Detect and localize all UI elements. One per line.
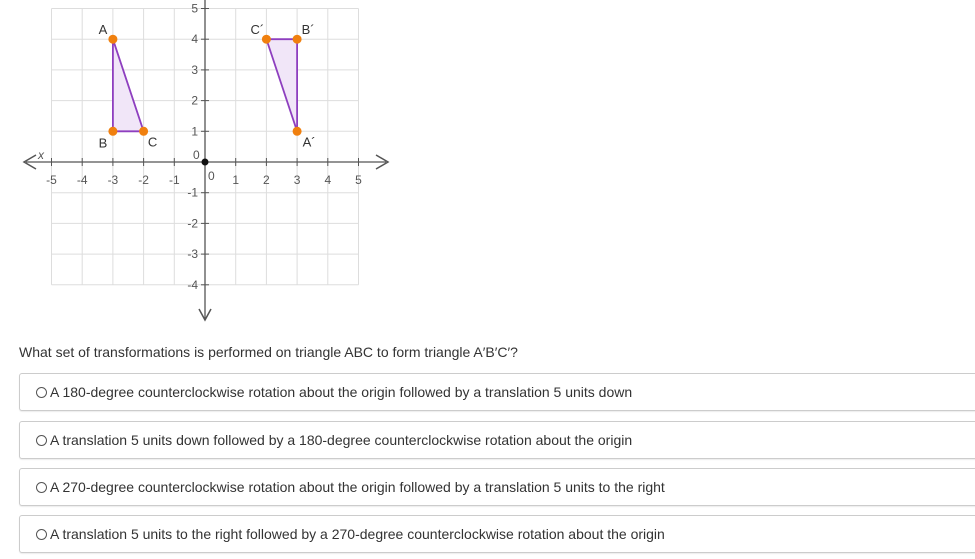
origin-label-bottom: 0 bbox=[208, 169, 215, 183]
x-tick-label: -4 bbox=[76, 173, 88, 187]
x-tick-label: 1 bbox=[232, 173, 240, 187]
vertex-point bbox=[293, 127, 302, 136]
vertex-point bbox=[108, 127, 117, 136]
radio-button-icon[interactable] bbox=[36, 387, 47, 398]
vertex-label: C´ bbox=[250, 22, 265, 38]
x-tick-label: 2 bbox=[263, 173, 270, 187]
x-tick-label: -5 bbox=[46, 173, 57, 187]
option-4[interactable] bbox=[19, 515, 975, 553]
vertex-label: A bbox=[98, 22, 108, 38]
coordinate-graph bbox=[0, 0, 400, 330]
y-tick-label: 2 bbox=[191, 93, 198, 108]
origin-label-top: 0 bbox=[193, 148, 200, 162]
triangle-abc-prime bbox=[266, 39, 297, 131]
vertex-point bbox=[108, 35, 117, 44]
y-tick-label: -3 bbox=[187, 247, 198, 262]
vertex-label: B´ bbox=[301, 22, 315, 38]
vertex-point bbox=[139, 127, 148, 136]
option-2-label: A translation 5 units down followed by a 180-degree counterclockwise rotation about the origin bbox=[50, 432, 633, 448]
vertex-label: B bbox=[98, 135, 108, 151]
radio-button-icon[interactable] bbox=[36, 529, 47, 540]
vertex-label: A´ bbox=[302, 134, 316, 150]
option-1[interactable] bbox=[19, 373, 975, 411]
y-tick-label: 4 bbox=[191, 32, 198, 47]
vertex-label: C bbox=[147, 134, 158, 150]
x-tick-label: -1 bbox=[168, 173, 180, 187]
option-1-label: A 180-degree counterclockwise rotation about the origin followed by a translation 5 units down bbox=[50, 384, 633, 400]
x-tick-label: -3 bbox=[107, 173, 119, 187]
y-tick-label: 5 bbox=[191, 1, 198, 16]
y-tick-label: -2 bbox=[187, 216, 198, 231]
x-tick-label: -2 bbox=[138, 173, 149, 187]
option-2[interactable] bbox=[19, 421, 975, 459]
x-axis-label: x bbox=[38, 148, 44, 162]
origin-point bbox=[202, 159, 209, 166]
radio-button-icon[interactable] bbox=[36, 482, 47, 493]
option-3-label: A 270-degree counterclockwise rotation about the origin followed by a translation 5 units to the right bbox=[50, 479, 665, 495]
y-tick-label: 1 bbox=[191, 124, 198, 139]
y-tick-label: -1 bbox=[187, 185, 198, 200]
x-tick-label: 4 bbox=[324, 173, 332, 187]
y-tick-label: 3 bbox=[191, 62, 198, 77]
axes bbox=[24, 0, 388, 320]
y-tick-label: -4 bbox=[187, 277, 198, 292]
vertex-point bbox=[293, 35, 302, 44]
option-4-label: A translation 5 units to the right followed by a 270-degree counterclockwise rotation about the origin bbox=[50, 526, 665, 542]
x-tick-label: 3 bbox=[293, 173, 301, 187]
triangle-abc bbox=[113, 39, 144, 131]
question-text: What set of transformations is performed on triangle ABC to form triangle A′B′C′? bbox=[19, 344, 518, 360]
radio-button-icon[interactable] bbox=[36, 435, 47, 446]
option-3[interactable] bbox=[19, 468, 975, 506]
x-tick-label: 5 bbox=[355, 173, 362, 187]
